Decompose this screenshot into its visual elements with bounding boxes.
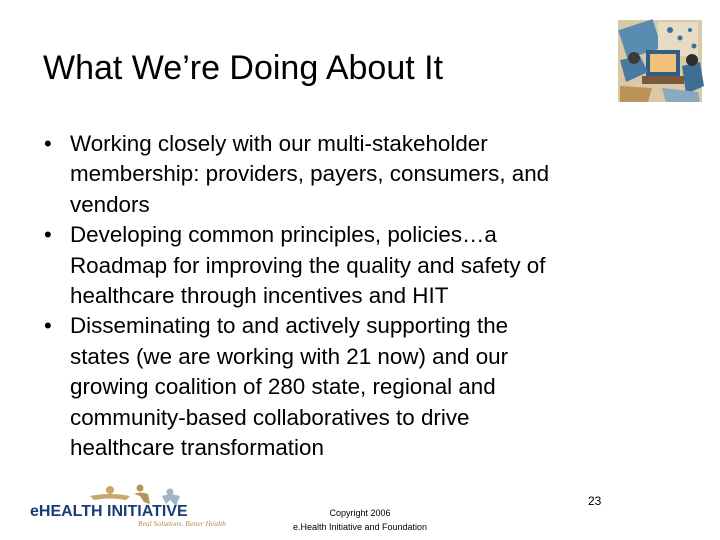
- bullet-line: community-based collaboratives to drive: [70, 404, 470, 430]
- bullet-line: healthcare transformation: [70, 435, 324, 461]
- bullet-line: Disseminating to and actively supporting the: [70, 313, 509, 339]
- ehealth-initiative-logo: [30, 482, 230, 530]
- bullet-line: growing coalition of 280 state, regional and: [70, 374, 496, 400]
- bullet-line: states (we are working with 21 now) and our: [70, 343, 509, 369]
- bullet-dot-icon: •: [44, 131, 52, 156]
- bullet-line: membership: providers, payers, consumers, and: [70, 161, 550, 187]
- bullet-list: [44, 129, 684, 463]
- copyright-notice: [270, 506, 450, 534]
- copyright-line: e.Health Initiative and Foundation: [292, 522, 428, 532]
- bullet-line: vendors: [70, 191, 150, 217]
- bullet-dot-icon: •: [44, 313, 52, 339]
- bullet-line: Developing common principles, policies…a: [70, 222, 497, 248]
- bullet-item-principles: [44, 220, 684, 311]
- page-number: 23: [588, 494, 602, 508]
- bullet-line: Roadmap for improving the quality and safety of: [70, 252, 546, 278]
- bullet-line: healthcare through incentives and HIT: [70, 283, 449, 309]
- logo-tagline: Real Solutions. Better Health: [138, 519, 226, 528]
- bullet-item-disseminating: [44, 311, 684, 463]
- copyright-line: Copyright 2006: [329, 508, 391, 518]
- bullet-dot-icon: •: [44, 222, 52, 248]
- logo-text: eHEALTH INITIATIVE: [30, 503, 188, 520]
- bullet-line: Working closely with our multi-stakeholder: [70, 131, 488, 156]
- slide-title: What We’re Doing About It: [43, 49, 444, 87]
- computer-user-clipart-icon: [612, 16, 708, 106]
- bullet-item-stakeholders: [44, 129, 684, 220]
